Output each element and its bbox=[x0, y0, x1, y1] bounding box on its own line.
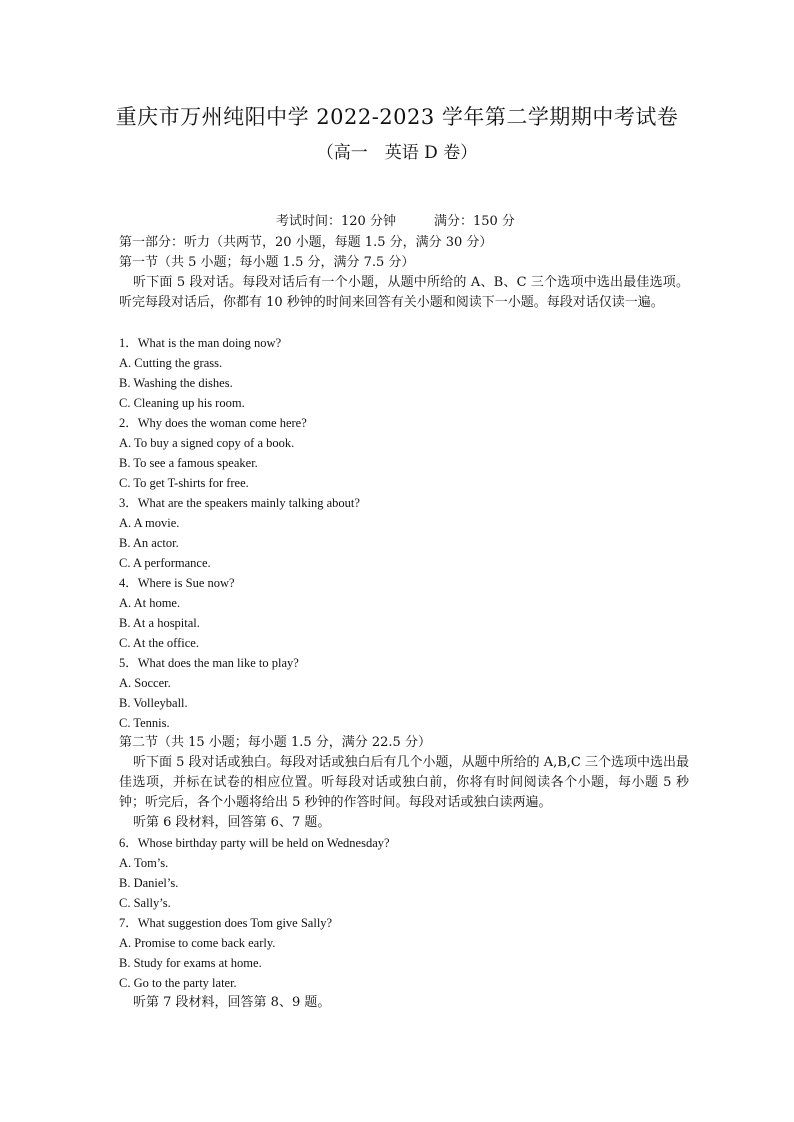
section2-heading: 第二节（共 15 小题；每小题 1.5 分，满分 22.5 分） bbox=[119, 735, 431, 750]
part1-heading: 第一部分：听力（共两节，20 小题，每题 1.5 分，满分 30 分） bbox=[119, 235, 493, 250]
option-b: B. Study for exams at home. bbox=[119, 956, 262, 970]
option-b: B. Daniel’s. bbox=[119, 876, 179, 890]
option-c: C. Cleaning up his room. bbox=[119, 396, 245, 410]
option-c: C. To get T-shirts for free. bbox=[119, 476, 249, 490]
question-stem: 7．What suggestion does Tom give Sally? bbox=[119, 916, 333, 930]
material-6-note: 听第 6 段材料，回答第 6、7 题。 bbox=[133, 815, 331, 830]
exam-body bbox=[119, 233, 689, 1013]
question-stem: 1．What is the man doing now? bbox=[119, 336, 282, 350]
exam-time: 考试时间：120 分钟 bbox=[276, 214, 396, 229]
option-a: A. Soccer. bbox=[119, 676, 171, 690]
option-b: B. An actor. bbox=[119, 536, 179, 550]
option-a: A. To buy a signed copy of a book. bbox=[119, 436, 295, 450]
option-c: C. Tennis. bbox=[119, 716, 170, 730]
option-c: C. Go to the party later. bbox=[119, 976, 237, 990]
option-b: B. At a hospital. bbox=[119, 616, 200, 630]
question-stem: 5．What does the man like to play? bbox=[119, 656, 299, 670]
question-stem: 3．What are the speakers mainly talking about? bbox=[119, 496, 360, 510]
option-b: B. Washing the dishes. bbox=[119, 376, 233, 390]
question-stem: 2．Why does the woman come here? bbox=[119, 416, 307, 430]
option-b: B. Volleyball. bbox=[119, 696, 188, 710]
option-c: C. Sally’s. bbox=[119, 896, 171, 910]
option-b: B. To see a famous speaker. bbox=[119, 456, 258, 470]
option-a: A. At home. bbox=[119, 596, 181, 610]
material-7-note: 听第 7 段材料，回答第 8、9 题。 bbox=[133, 995, 331, 1010]
exam-meta bbox=[276, 212, 515, 232]
exam-subtitle: （高一 英语 D 卷） bbox=[316, 143, 478, 163]
option-a: A. A movie. bbox=[119, 516, 180, 530]
section1-heading: 第一节（共 5 小题；每小题 1.5 分，满分 7.5 分） bbox=[119, 255, 415, 270]
option-a: A. Tom’s. bbox=[119, 856, 169, 870]
question-stem: 6．Whose birthday party will be held on Wednesday? bbox=[119, 836, 390, 850]
option-a: A. Promise to come back early. bbox=[119, 936, 276, 950]
section2-instruction: 听下面 5 段对话或独白。每段对话或独白后有几个小题，从题中所给的 A,B,C 三个选项中选出最佳选项，并标在试卷的相应位置。听每段对话或独白前，你将有时间阅读各个小题，每小题 5 秒钟；听完后，各个小题将给出 5 秒钟的作答时间。每段对话或独白读两遍。 bbox=[119, 755, 689, 810]
question-stem: 4．Where is Sue now? bbox=[119, 576, 235, 590]
option-a: A. Cutting the grass. bbox=[119, 356, 223, 370]
section1-instruction: 听下面 5 段对话。每段对话后有一个小题，从题中所给的 A、B、C 三个选项中选出最佳选项。听完每段对话后，你都有 10 秒钟的时间来回答有关小题和阅读下一小题。每段对话仅读一遍。 bbox=[119, 275, 689, 310]
exam-title: 重庆市万州纯阳中学 2022-2023 学年第二学期期中考试卷 bbox=[115, 105, 679, 129]
full-score: 满分：150 分 bbox=[433, 214, 515, 229]
option-c: C. A performance. bbox=[119, 556, 211, 570]
option-c: C. At the office. bbox=[119, 636, 199, 650]
